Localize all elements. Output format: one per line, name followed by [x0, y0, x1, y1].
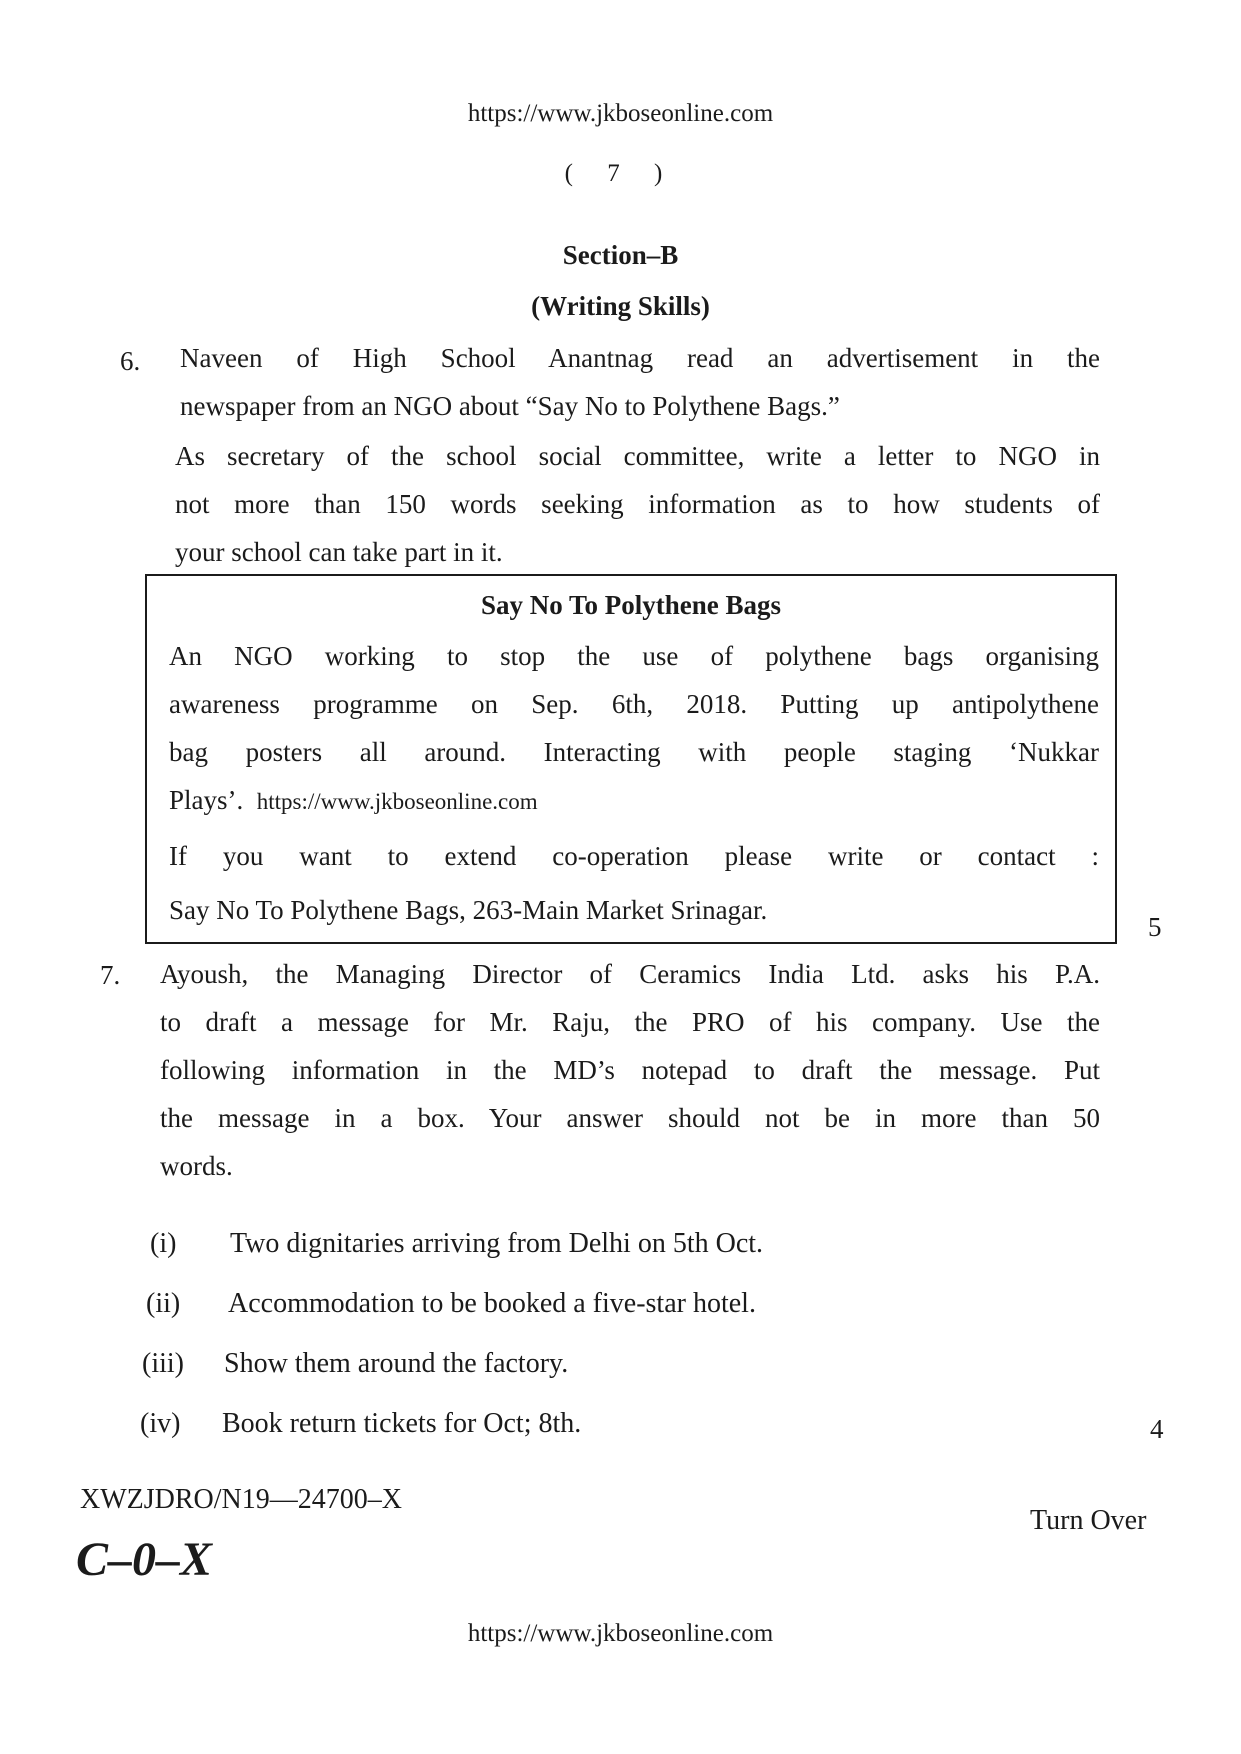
page-number: ( 7 ) [564, 160, 677, 187]
question-6-line: newspaper from an NGO about “Say No to Polythene Bags.” [180, 391, 840, 421]
item-text: Accommodation to be booked a five-star hotel. [228, 1288, 756, 1319]
paper-series: C–0–X [76, 1533, 213, 1586]
item-text: Show them around the factory. [224, 1348, 569, 1379]
question-7-line: the message in a box. Your answer should not be in more than 50 [160, 1103, 1100, 1133]
advertisement-line: awareness programme on Sep. 6th, 2018. Putting up antipolythene [169, 689, 1099, 719]
item-text: Two dignitaries arriving from Delhi on 5th Oct. [230, 1228, 764, 1259]
item-label: (iii) [142, 1348, 184, 1379]
advertisement-body [169, 632, 1099, 934]
question-6-line: Naveen of High School Anantnag read an advertisement in the [180, 343, 1100, 373]
item-label: (i) [150, 1228, 177, 1259]
advertisement-line [169, 776, 1099, 826]
question-6-line: not more than 150 words seeking information as to how students of [175, 489, 1100, 519]
advertisement-inline-url: https://www.jkboseonline.com [256, 789, 538, 814]
question-6-number: 6. [120, 346, 141, 376]
section-title: Section–B [562, 240, 679, 270]
question-7-marks: 4 [1150, 1414, 1164, 1444]
question-7-line: Ayoush, the Managing Director of Ceramics India Ltd. asks his P.A. [160, 959, 1100, 989]
question-6-text [180, 334, 1100, 430]
question-7-number: 7. [100, 960, 121, 990]
section-subtitle: (Writing Skills) [531, 291, 710, 321]
question-7-line: to draft a message for Mr. Raju, the PRO of his company. Use the [160, 1007, 1100, 1037]
item-text: Book return tickets for Oct; 8th. [222, 1408, 582, 1439]
advertisement-contact-line: If you want to extend co-operation please write or contact : [169, 841, 1099, 871]
footer-url: https://www.jkboseonline.com [467, 1620, 774, 1647]
question-6-line: As secretary of the school social committee, write a letter to NGO in [175, 441, 1100, 471]
header-url: https://www.jkboseonline.com [467, 100, 774, 127]
paper-code: XWZJDRO/N19—24700–X [80, 1484, 402, 1515]
advertisement-box [145, 574, 1117, 944]
item-label: (ii) [146, 1288, 181, 1319]
question-7-text [160, 950, 1100, 1190]
advertisement-line: An NGO working to stop the use of polythene bags organising [169, 641, 1099, 671]
advertisement-plays-text: Plays’. [169, 785, 244, 815]
advertisement-title: Say No To Polythene Bags [480, 590, 782, 620]
question-6-instruction [175, 432, 1100, 576]
question-7-line: following information in the MD’s notepad to draft the message. Put [160, 1055, 1100, 1085]
question-6-marks: 5 [1148, 912, 1162, 942]
question-6-line: your school can take part in it. [175, 537, 503, 567]
item-label: (iv) [140, 1408, 181, 1439]
advertisement-line: bag posters all around. Interacting with people staging ‘Nukkar [169, 737, 1099, 767]
turn-over-label: Turn Over [1030, 1505, 1147, 1536]
advertisement-address-line: Say No To Polythene Bags, 263-Main Market Srinagar. [169, 895, 768, 925]
question-7-line: words. [160, 1151, 233, 1181]
